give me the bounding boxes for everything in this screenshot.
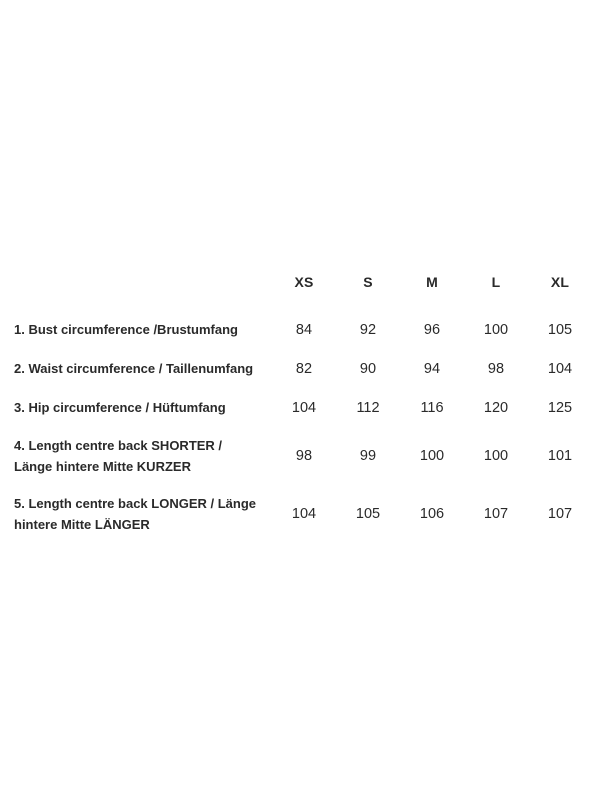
value-cell: 99 — [359, 448, 377, 464]
value-cell: 100 — [483, 321, 509, 338]
value-cell: 116 — [420, 399, 444, 416]
value-cell: 92 — [359, 321, 377, 338]
table-header-row — [14, 262, 592, 302]
value-cell: 100 — [419, 448, 445, 464]
column-header-l: L — [491, 274, 501, 290]
table-row-bust — [14, 310, 592, 349]
column-header-xl: XL — [550, 274, 570, 290]
value-cell: 82 — [295, 360, 313, 377]
value-cell: 125 — [547, 399, 573, 416]
row-label: 2. Waist circumference / Taillenumfang — [14, 361, 254, 376]
table-row-length-shorter — [14, 427, 592, 485]
value-cell: 104 — [291, 399, 317, 416]
value-cell: 100 — [483, 448, 509, 464]
row-label: 1. Bust circumference /Brustumfang — [14, 322, 238, 337]
value-cell: 107 — [547, 506, 573, 522]
row-label: 3. Hip circumference / Hüftumfang — [14, 400, 226, 415]
value-cell: 120 — [483, 399, 509, 416]
table-row-waist — [14, 349, 592, 388]
size-chart-table — [14, 262, 592, 543]
column-header-xs: XS — [294, 274, 314, 290]
value-cell: 94 — [423, 360, 441, 377]
value-cell: 112 — [356, 399, 380, 416]
value-cell: 98 — [295, 448, 313, 464]
value-cell: 84 — [295, 321, 313, 338]
table-row-length-longer — [14, 485, 592, 543]
value-cell: 104 — [547, 360, 573, 377]
column-header-s: S — [363, 274, 373, 290]
value-cell: 105 — [355, 506, 381, 522]
value-cell: 101 — [547, 448, 573, 464]
value-cell: 107 — [483, 506, 509, 522]
value-cell: 105 — [547, 321, 573, 338]
row-label: 4. Length centre back SHORTER / Länge hintere Mitte KURZER — [14, 438, 223, 474]
value-cell: 98 — [487, 360, 505, 377]
value-cell: 104 — [291, 506, 317, 522]
row-label: 5. Length centre back LONGER / Länge hintere Mitte LÄNGER — [14, 496, 256, 532]
column-header-m: M — [426, 274, 438, 290]
value-cell: 96 — [423, 321, 441, 338]
value-cell: 106 — [419, 506, 445, 522]
value-cell: 90 — [359, 360, 377, 377]
table-row-hip — [14, 388, 592, 427]
